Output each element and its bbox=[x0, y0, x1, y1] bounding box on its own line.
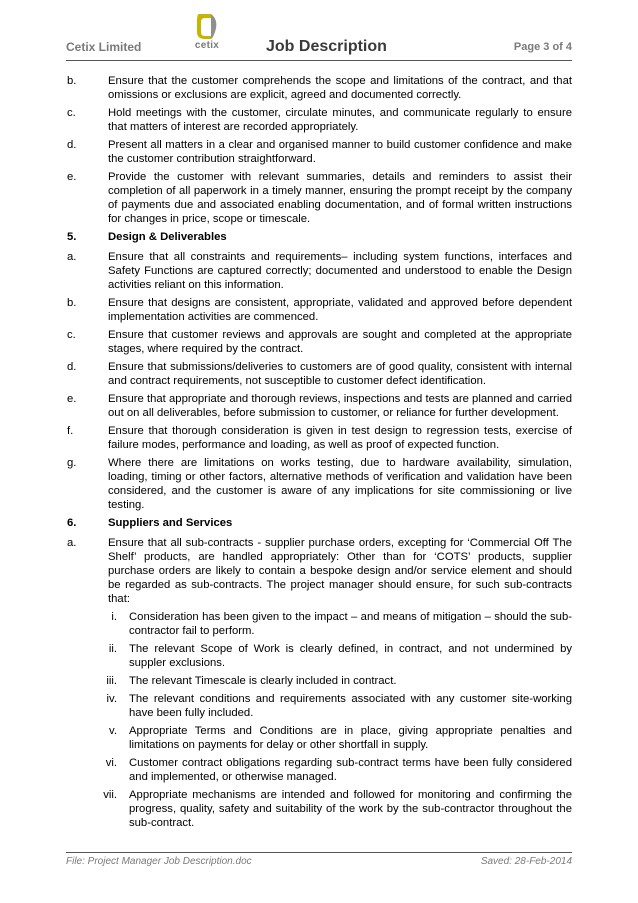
sub-item-text: The relevant conditions and requirements associated with any customer site-working have been fully included. bbox=[129, 693, 572, 719]
footer-saved-date: Saved: 28-Feb-2014 bbox=[480, 856, 572, 867]
sub-list-item bbox=[93, 756, 572, 784]
section-heading-design bbox=[67, 230, 572, 244]
sub-list-item bbox=[93, 674, 572, 688]
item-text: Present all matters in a clear and organised manner to build customer confidence and make the customer contribution straightforward. bbox=[108, 139, 572, 165]
document-title: Job Description bbox=[266, 38, 387, 55]
page-number: Page 3 of 4 bbox=[513, 41, 572, 53]
roman-marker: iv. bbox=[106, 693, 117, 705]
item-marker: b. bbox=[67, 75, 77, 87]
item-marker: e. bbox=[67, 171, 77, 183]
item-marker: a. bbox=[67, 537, 77, 549]
list-item bbox=[67, 536, 572, 606]
list-item bbox=[67, 328, 572, 356]
list-item bbox=[67, 360, 572, 388]
item-text: Hold meetings with the customer, circulate minutes, and communicate regularly to ensure that matters of interest are recorded appropriately. bbox=[108, 107, 572, 133]
item-text: Where there are limitations on works testing, due to hardware availability, simulation, loading, timing or other factors, alternative methods of verification and validation have been considered, and the customer is aware of any implications for site commissioning or live testing. bbox=[108, 457, 572, 511]
item-marker: d. bbox=[67, 361, 77, 373]
item-text: Provide the customer with relevant summaries, details and reminders to assist their completion of all paperwork in a timely manner, ensuring the prompt receipt by the company of payments due and associated enabling documentation, and of formal written instructions for changes in price, scope or timescale. bbox=[108, 171, 572, 225]
roman-marker: iii. bbox=[106, 675, 117, 687]
section-number: 5. bbox=[67, 231, 77, 243]
section-number: 6. bbox=[67, 517, 77, 529]
section-title: Design & Deliverables bbox=[108, 231, 227, 243]
document-body bbox=[67, 74, 572, 834]
list-item bbox=[67, 424, 572, 452]
roman-marker: vii. bbox=[103, 789, 117, 801]
cetix-logo-icon bbox=[189, 12, 225, 40]
list-item bbox=[67, 250, 572, 292]
sub-item-text: Appropriate Terms and Conditions are in place, giving appropriate penalties and limitations on payments for delay or other shortfall in supply. bbox=[129, 725, 572, 751]
roman-marker: ii. bbox=[108, 643, 117, 655]
sub-list-item bbox=[93, 788, 572, 830]
list-item bbox=[67, 106, 572, 134]
cetix-logo bbox=[189, 12, 225, 58]
list-item bbox=[67, 138, 572, 166]
footer-file-name: File: Project Manager Job Description.doc bbox=[66, 856, 252, 867]
item-marker: c. bbox=[67, 107, 76, 119]
item-marker: a. bbox=[67, 251, 77, 263]
list-item bbox=[67, 74, 572, 102]
sub-item-text: Consideration has been given to the impact – and means of mitigation – should the sub-contractor fail to perform. bbox=[129, 611, 572, 637]
page-header bbox=[66, 12, 572, 60]
item-text: Ensure that all sub-contracts - supplier purchase orders, excepting for ‘Commercial Off The Shelf’ products, are handled appropriately: Other than for ‘COTS’ products, supplier purchase orders are likely to contain a bespoke design and/or service element and should be regarded as sub-contracts. The project manager should ensure, for such sub-contracts that: bbox=[108, 537, 572, 605]
header-divider bbox=[66, 60, 572, 61]
sub-item-text: Customer contract obligations regarding sub-contract terms have been fully considered and implemented, or otherwise managed. bbox=[129, 757, 572, 783]
list-item bbox=[67, 170, 572, 226]
roman-marker: i. bbox=[111, 611, 117, 623]
section-title: Suppliers and Services bbox=[108, 517, 233, 529]
company-name: Cetix Limited bbox=[66, 40, 142, 54]
sub-list-item bbox=[93, 692, 572, 720]
item-text: Ensure that designs are consistent, appropriate, validated and approved before dependent implementation activities are commenced. bbox=[108, 297, 572, 323]
list-item bbox=[67, 392, 572, 420]
item-marker: b. bbox=[67, 297, 77, 309]
item-text: Ensure that appropriate and thorough reviews, inspections and tests are planned and carried out on all deliverables, before submission to customer, or reliance for further development. bbox=[108, 393, 572, 419]
item-text: Ensure that submissions/deliveries to customers are of good quality, consistent with internal and contract requirements, not susceptible to customer defect identification. bbox=[108, 361, 572, 387]
sub-list-item bbox=[93, 724, 572, 752]
item-text: Ensure that all constraints and requirements– including system functions, interfaces and Safety Functions are captured correctly; documented and understood to enable the Design activities reliant on this information. bbox=[108, 251, 572, 291]
sub-item-text: The relevant Scope of Work is clearly defined, in contract, and not undermined by suppler exclusions. bbox=[129, 643, 572, 669]
item-marker: f. bbox=[67, 425, 74, 437]
sub-list-item bbox=[93, 610, 572, 638]
logo-text: cetix bbox=[194, 40, 220, 51]
item-marker: e. bbox=[67, 393, 77, 405]
item-text: Ensure that customer reviews and approvals are sought and completed at the appropriate stages, where required by the contract. bbox=[108, 329, 572, 355]
item-marker: c. bbox=[67, 329, 76, 341]
roman-marker: vi. bbox=[105, 757, 117, 769]
item-marker: g. bbox=[67, 457, 77, 469]
item-text: Ensure that thorough consideration is given in test design to regression tests, exercise of failure modes, performance and loading, as well as proof of expected function. bbox=[108, 425, 572, 451]
list-item bbox=[67, 456, 572, 512]
list-item bbox=[67, 296, 572, 324]
sub-list-item bbox=[93, 642, 572, 670]
item-text: Ensure that the customer comprehends the scope and limitations of the contract, and that omissions or exclusions are explicit, agreed and documented correctly. bbox=[108, 75, 572, 101]
sub-item-text: Appropriate mechanisms are intended and followed for monitoring and confirming the progress, quality, safety and suitability of the work by the sub-contractor throughout the sub-contract. bbox=[129, 789, 572, 829]
sub-item-text: The relevant Timescale is clearly included in contract. bbox=[129, 675, 397, 687]
roman-marker: v. bbox=[109, 725, 117, 737]
section-heading-suppliers bbox=[67, 516, 572, 530]
item-marker: d. bbox=[67, 139, 77, 151]
footer-divider bbox=[66, 852, 572, 853]
